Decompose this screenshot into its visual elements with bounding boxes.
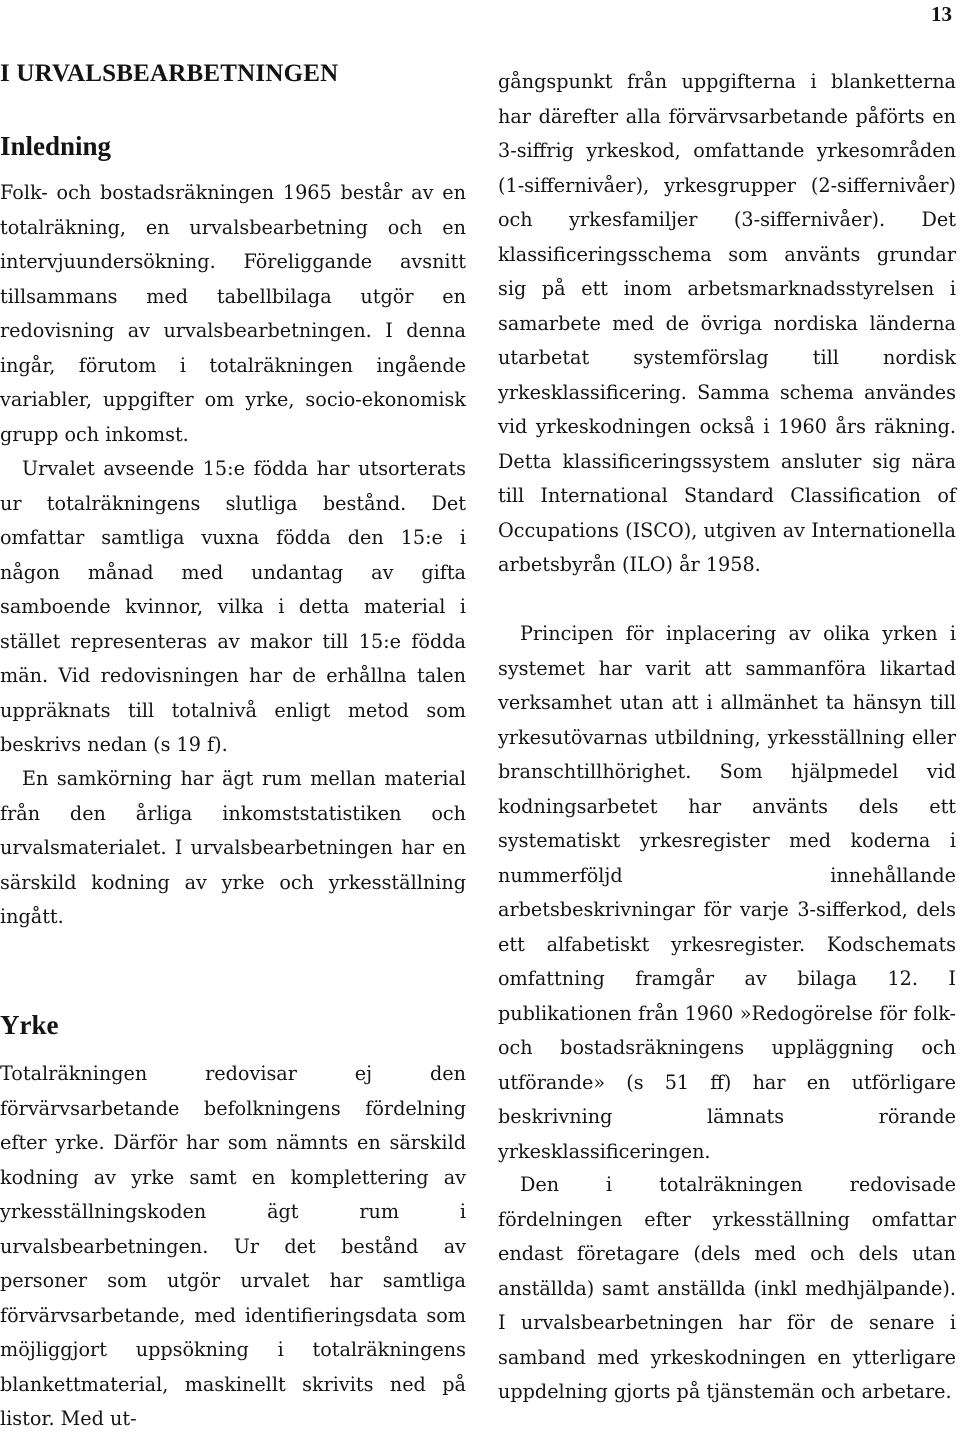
paragraph-yrke-1: Totalräkningen redovisar ej den förvärvsarbetande befolkningens fördelning efter yrke. Därför har som nämnts en särskild kodning av yrke samt en komplettering av yrkesställningskoden ägt rum i urvalsbearbetningen. Ur det bestånd av personer som utgör urvalet har samtliga förvärvsarbetande, med identifieringsdata som möjliggjort uppsökning i totalräkningens blankettmaterial, maskinellt skrivits ned på listor. Med ut- bbox=[0, 1062, 466, 1430]
paragraph-inledning-3: En samkörning har ägt rum mellan material från den årliga inkomststatistiken och urvalsmaterialet. I urvalsbearbetningen har en särskild kodning av yrke och yrkesställning ingått. bbox=[0, 767, 466, 928]
paragraph-yrke-continued: gångspunkt från uppgifterna i blanketterna har därefter alla förvärvsarbetande påförts en 3-siffrig yrkeskod, omfattande yrkesområden (1-siffernivåer), yrkesgrupper (2-siffernivåer) och yrkesfamiljer (3-siffernivåer). Det klassificeringsschema som använts grundar sig på ett inom arbetsmarknadsstyrelsen i samarbete med de övriga nordiska länderna utarbetat systemförslag till nordisk yrkesklassificering. Samma schema användes vid yrkeskodningen också i 1960 års räkning. Detta klassificeringssystem ansluter sig nära till International Standard Classification of Occupations (ISCO), utgiven av Internationella arbetsbyrån (ILO) år 1958. bbox=[498, 70, 956, 576]
chapter-title: I URVALSBEARBETNINGEN bbox=[0, 60, 339, 87]
paragraph-inledning-2: Urvalet avseende 15:e födda har utsorterats ur totalräkningens slutliga bestånd. Det omfattar samtliga vuxna födda den 15:e i någon månad med undantag av gifta samboende kvinnor, vilka i detta material i stället representeras av makor till 15:e födda män. Vid redovisningen har de erhållna talen uppräknats till totalnivå enligt metod som beskrivs nedan (s 19 f). bbox=[0, 457, 466, 756]
section-heading-inledning: Inledning bbox=[0, 131, 112, 161]
page-number: 13 bbox=[931, 2, 952, 26]
paragraph-yrke-status: Den i totalräkningen redovisade fördelningen efter yrkesställning omfattar endast företagare (dels med och dels utan anställda) samt anställda (inkl medhjälpande). I urvalsbearbetningen har för de senare i samband med yrkeskodningen en ytterligare uppdelning gjorts på tjänstemän och arbetare. bbox=[498, 1173, 956, 1403]
section-heading-yrke: Yrke bbox=[0, 1010, 59, 1040]
paragraph-inledning-1: Folk- och bostadsräkningen 1965 består av en totalräkning, en urvalsbearbetning och en intervjuundersökning. Föreliggande avsnitt tillsammans med tabellbilaga utgör en redovisning av urvalsbearbetningen. I denna ingår, förutom i totalräkningen ingående variabler, uppgifter om yrke, socio-ekonomisk grupp och inkomst. bbox=[0, 181, 466, 446]
paragraph-yrke-principle: Principen för inplacering av olika yrken i systemet har varit att sammanföra likartad verksamhet utan att i allmänhet ta hänsyn till yrkesutövarnas utbildning, yrkesställning eller branschtillhörighet. Som hjälpmedel vid kodningsarbetet har använts dels ett systematiskt yrkesregister med koderna i nummerföljd innehållande arbetsbeskrivningar för varje 3-sifferkod, dels ett alfabetiskt yrkesregister. Kodschemats omfattning framgår av bilaga 12. I publikationen från 1960 »Redogörelse för folk- och bostadsräkningens uppläggning och utförande» (s 51 ff) har en utförligare beskrivning lämnats rörande yrkesklassificeringen. bbox=[498, 622, 956, 1163]
